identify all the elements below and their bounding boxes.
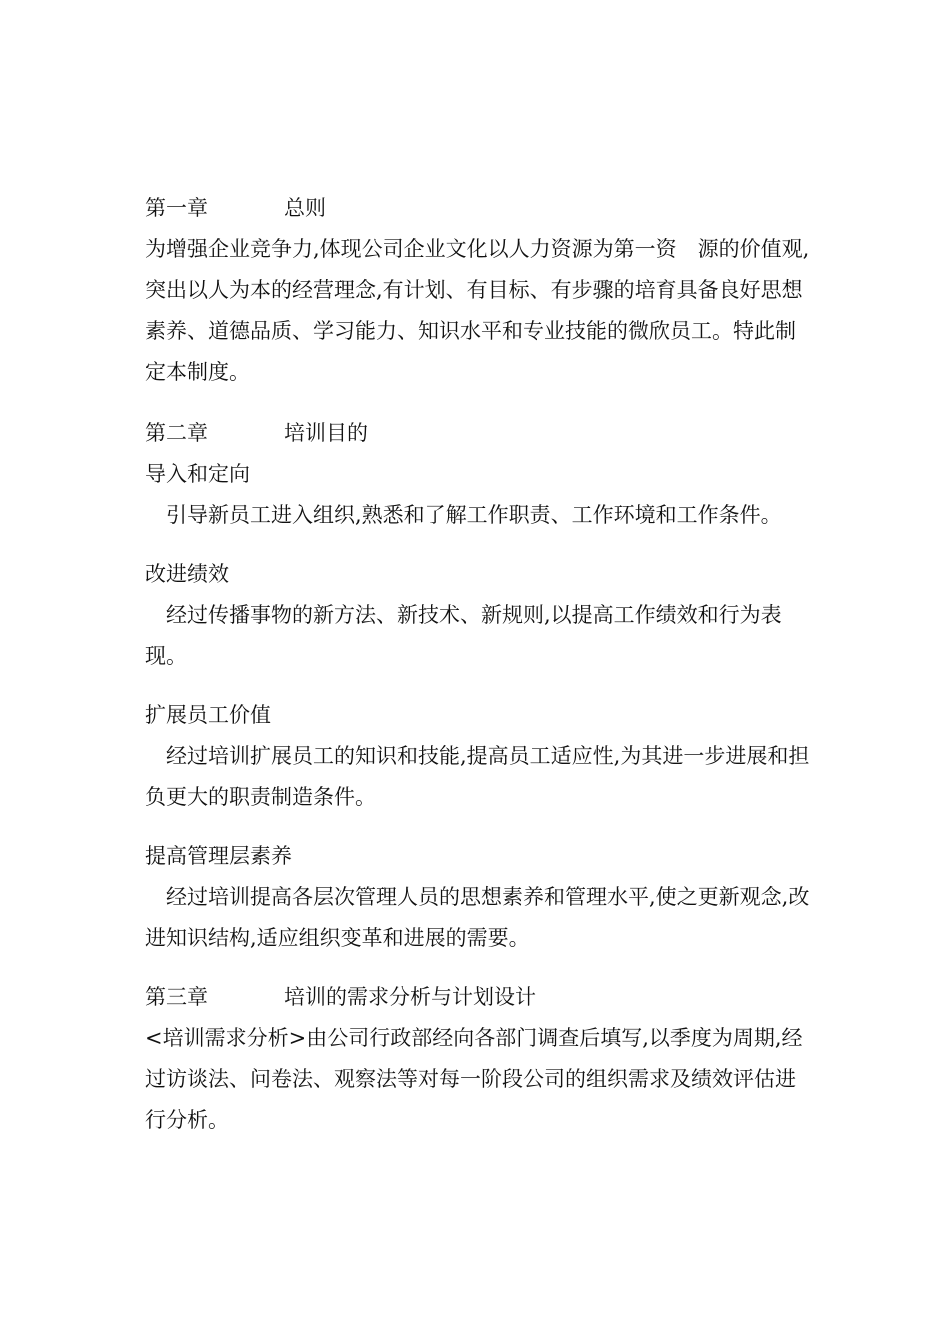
section-body-management: 经过培训提高各层次管理人员的思想素养和管理水平,使之更新观念,改进知识结构,适应组织变革和进展的需要。 (145, 885, 810, 950)
section-heading-employee-value: 扩展员工价值 (145, 703, 271, 727)
chapter-2-number: 第二章 (145, 421, 208, 445)
section-body-employee-value: 经过培训扩展员工的知识和技能,提高员工适应性,为其进一步进展和担负更大的职责制造条件。 (145, 744, 810, 809)
section-body-orientation: 引导新员工进入组织,熟悉和了解工作职责、工作环境和工作条件。 (166, 503, 782, 527)
section-heading-performance: 改进绩效 (145, 562, 229, 586)
chapter-2-title: 培训目的 (284, 421, 368, 445)
section-heading-management: 提高管理层素养 (145, 844, 292, 868)
section-heading-orientation: 导入和定向 (145, 462, 250, 486)
section-body-performance: 经过传播事物的新方法、新技术、新规则,以提高工作绩效和行为表现。 (145, 603, 782, 668)
chapter-1-number: 第一章 (145, 196, 208, 220)
chapter-1-paragraph: 为增强企业竞争力,体现公司企业文化以人力资源为第一资 源的价值观,突出以人为本的经营理念,有计划、有目标、有步骤的培育具备良好思想素养、道德品质、学习能力、知识水平和专业技能的微欣员工。特此制定本制度。 (145, 237, 810, 384)
chapter-1-heading (145, 188, 810, 229)
chapter-3-title: 培训的需求分析与计划设计 (284, 985, 536, 1009)
chapter-3-paragraph: <培训需求分析>由公司行政部经向各部门调查后填写,以季度为周期,经过访谈法、问卷法、观察法等对每一阶段公司的组织需求及绩效评估进行分析。 (145, 1026, 803, 1132)
chapter-2-heading (145, 413, 810, 454)
chapter-3-number: 第三章 (145, 985, 208, 1009)
chapter-3-heading (145, 977, 810, 1018)
chapter-1-title: 总则 (284, 196, 326, 220)
document-body (145, 188, 810, 1141)
